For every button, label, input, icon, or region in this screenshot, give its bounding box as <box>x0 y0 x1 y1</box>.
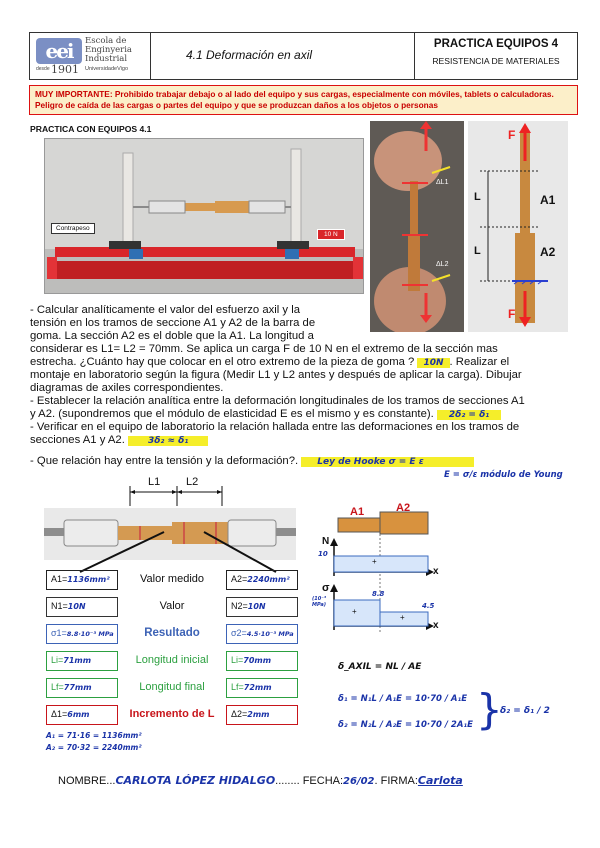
sigma-value-2: 4.5 <box>422 602 435 610</box>
specimen-photo <box>370 121 464 332</box>
result-right-label: A2= <box>231 574 248 584</box>
footer-date: 26/02 <box>343 776 375 787</box>
result-left-value: 77mm <box>63 683 92 692</box>
answer-relation: 2δ₂ = δ₁ <box>437 410 501 420</box>
result-right-label: Lf= <box>231 682 244 692</box>
result-row-label: Longitud final <box>139 681 205 693</box>
answer-counterweight: 10N <box>417 358 449 368</box>
result-right-label: N2= <box>231 601 248 611</box>
sigma-units: (10⁻³ MPa) <box>312 596 327 608</box>
dimension-l1: L1 <box>148 476 161 488</box>
result-right-box <box>226 597 298 617</box>
result-left-value: 8.8·10⁻³ MPa <box>66 630 114 638</box>
answer-hooke: Ley de Hooke σ = E ε <box>301 457 473 467</box>
result-row-label: Valor medido <box>140 573 204 585</box>
footer-date-label: FECHA: <box>302 775 344 787</box>
dimension-l2: L2 <box>186 476 199 488</box>
subject-title: RESISTENCIA DE MATERIALES <box>432 56 560 66</box>
x-axis-label-2: x <box>433 620 439 631</box>
area-note-1: A₁ = 71·16 = 1136mm² <box>46 731 142 740</box>
page-title: 4.1 Deformación en axil <box>186 48 313 62</box>
paragraph-line: - Establecer la relación analítica entre la deformación longitudinales de los tramos de secciones A1 <box>30 395 525 407</box>
paragraph-line: - Verificar en el equipo de laboratorio la relación hallada entre las deformaciones en los tramos de <box>30 421 520 433</box>
diagram-a2-label: A2 <box>396 502 411 514</box>
footer-name-label: NOMBRE. <box>58 775 110 787</box>
result-left-value: 1136mm² <box>67 575 110 584</box>
formula-brace: } <box>476 685 503 734</box>
axial-diagram-drawing <box>312 504 442 640</box>
paragraph-line: montaje en laboratorio según la figura (Medir L1 y L2 antes y después de aplicar la carga). Dibujar <box>30 369 522 381</box>
paragraph-line-answer-3 <box>30 434 208 448</box>
n-axis-label: N <box>322 536 330 547</box>
formula-result: δ₂ = δ₁ / 2 <box>500 706 550 716</box>
footer-dots: . <box>374 775 381 787</box>
result-right-box <box>226 624 298 644</box>
paragraph-line: - Calcular analíticamente el valor del esfuerzo axil y la <box>30 304 300 316</box>
dimension-lines <box>122 484 262 508</box>
delta-l1-label: ΔL1 <box>436 179 449 186</box>
section-title: PRACTICA CON EQUIPOS 4.1 <box>30 124 152 134</box>
result-right-label: Li= <box>231 655 244 665</box>
lab-equipment-photo <box>44 138 364 294</box>
schematic-l-top: L <box>474 191 481 203</box>
footer-signature-label: FIRMA: <box>380 775 418 787</box>
header-divider-1 <box>150 32 151 80</box>
sigma-axis-label: σ <box>322 582 330 594</box>
paragraph-line: tensión en los tramos de seccione A1 y A2 de la barra de <box>30 317 316 329</box>
specimen-schematic <box>468 121 568 332</box>
result-left-box <box>46 597 118 617</box>
plus-sign-1: + <box>372 557 377 566</box>
question-text-end: . Realizar el <box>449 356 510 368</box>
student-name: CARLOTA LÓPEZ HIDALGO <box>115 774 276 787</box>
question-text: - Que relación hay entre la tensión y la deformación?. <box>30 455 299 467</box>
diagram-a1-label: A1 <box>350 506 365 518</box>
n-axis-value: 10 <box>318 550 328 558</box>
logo-line-2: Enginyeria <box>85 45 132 55</box>
x-axis-label-1: x <box>433 566 439 577</box>
question-text: secciones A1 y A2. <box>30 434 125 446</box>
results-table <box>46 570 300 730</box>
school-logo <box>33 35 147 77</box>
schematic-l-bottom: L <box>474 245 481 257</box>
plus-sign-3: + <box>400 613 405 622</box>
footer-signature: Carlota <box>417 774 463 787</box>
logo-uni: UniversidadeVigo <box>85 66 129 72</box>
header-divider-2 <box>414 32 415 80</box>
result-right-value: 4.5·10⁻³ MPa <box>246 630 294 638</box>
schematic-a1: A1 <box>540 193 556 207</box>
logo-emblem: eei <box>36 38 82 64</box>
result-row-label: Resultado <box>144 627 200 639</box>
equipment-illustration <box>45 139 364 294</box>
result-right-box <box>226 570 298 590</box>
formula-delta-2: δ₂ = N₂L / A₂E = 10·70 / 2A₁E <box>338 720 473 730</box>
result-right-label: Δ2= <box>231 709 248 719</box>
young-modulus-note: E = σ/ε módulo de Young <box>444 470 563 480</box>
photo-label-counterweight: Contrapeso <box>51 223 95 234</box>
logo-since: desde <box>36 66 50 72</box>
result-row-label: Valor <box>159 600 185 612</box>
result-right-value: 70mm <box>243 656 272 665</box>
result-left-value: 71mm <box>63 656 92 665</box>
paragraph-line: goma. La sección A2 es el doble que la A1. La longitud a <box>30 330 314 342</box>
formula-delta-1: δ₁ = N₁L / A₁E = 10·70 / A₁E <box>338 694 468 704</box>
result-right-label: σ2= <box>231 628 247 638</box>
paragraph-line: diagramas de axiles correspondientes. <box>30 382 224 394</box>
question-text: estrecha. ¿Cuánto hay que colocar en el otro extremo de la pieza de goma ? <box>30 356 415 368</box>
result-right-value: 72mm <box>243 683 272 692</box>
result-left-box <box>46 651 118 671</box>
result-left-box <box>46 705 118 725</box>
result-right-box <box>226 678 298 698</box>
footer-dots: .. <box>109 775 116 787</box>
result-left-label: Δ1= <box>51 709 68 719</box>
schematic-illustration <box>468 121 568 332</box>
specimen-illustration <box>370 121 464 332</box>
result-left-value: 6mm <box>67 710 90 719</box>
result-right-box <box>226 705 298 725</box>
result-left-label: N1= <box>51 601 68 611</box>
axial-diagrams <box>312 504 442 640</box>
question-text: y A2. (supondremos que el módulo de elasticidad E es el mismo y es constante). <box>30 408 434 420</box>
result-left-label: A1= <box>51 574 68 584</box>
footer-line <box>58 774 463 787</box>
answer-verification: 3δ₂ ≈ δ₁ <box>128 436 208 446</box>
result-left-label: σ1= <box>51 628 67 638</box>
schematic-f-top: F <box>508 128 516 142</box>
logo-line-1: Escola de <box>85 36 127 46</box>
result-left-label: Lf= <box>51 682 64 692</box>
result-left-value: 10N <box>67 602 86 611</box>
safety-warning: MUY IMPORTANTE: Prohibido trabajar debajo o al lado del equipo y sus cargas, especialmente con móviles, tablets o calculadoras. Peligro de caída de las cargas o partes del equipo y que se produzcan daños a los objetos o personas <box>29 85 578 115</box>
result-left-box <box>46 678 118 698</box>
formula-axil: δ_AXIL = NL / AE <box>338 662 422 672</box>
result-row-label: Incremento de L <box>129 708 215 720</box>
result-left-box <box>46 624 118 644</box>
schematic-a2: A2 <box>540 245 556 259</box>
result-right-box <box>226 651 298 671</box>
result-right-value: 2mm <box>247 710 270 719</box>
result-right-value: 10N <box>247 602 266 611</box>
logo-line-3: Industrial <box>85 54 128 64</box>
schematic-f-bottom: F <box>508 307 516 321</box>
result-left-label: Li= <box>51 655 64 665</box>
sigma-value-1: 8.8 <box>372 590 385 598</box>
result-right-value: 2240mm² <box>247 575 290 584</box>
area-note-2: A₂ = 70·32 = 2240mm² <box>46 743 142 752</box>
footer-dots: ........ <box>275 775 303 787</box>
logo-year: 1901 <box>51 63 79 76</box>
result-left-box <box>46 570 118 590</box>
delta-l2-label: ΔL2 <box>436 261 449 268</box>
plus-sign-2: + <box>352 607 357 616</box>
paragraph-line-answer-4 <box>30 455 474 469</box>
paragraph-line: considerar es L1= L2 = 70mm. Se aplica un carga F de 10 N en el extremo de la sección mas <box>30 343 498 355</box>
photo-label-load: 10 N <box>317 229 345 240</box>
practice-title: PRACTICA EQUIPOS 4 <box>433 38 559 50</box>
result-row-label: Longitud inicial <box>135 654 209 666</box>
